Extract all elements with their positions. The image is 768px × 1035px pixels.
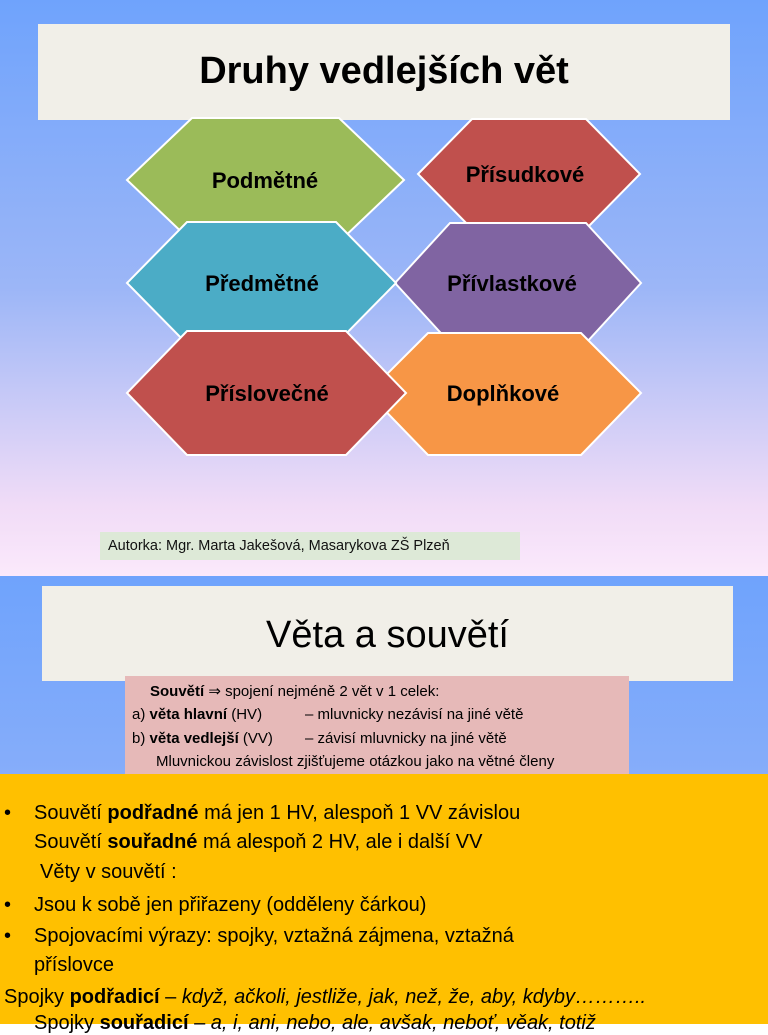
hexagon-predmetne [127,222,396,344]
hexagon-prislovecne [127,331,406,455]
body-line: Spojky souřadicí – a, i, ani, nebo, ale, avšak, neboť, věak, totiž [34,1012,596,1034]
definition-line: Souvětí ⇒ spojení nejméně 2 vět v 1 celek: [150,683,440,700]
hexagon-label: Přísudkové [465,162,585,187]
hexagon-prisudkove [418,119,640,229]
term-veta-hlavni: věta hlavní [149,706,228,723]
hexagon-privlastkove [395,223,641,343]
hexagon-label: Podmětné [211,168,319,193]
definition-line: a) věta hlavní (HV) [132,706,263,723]
hexagon-doplnkove [368,333,641,455]
author-credit: Autorka: Mgr. Marta Jakešová, Masarykova ZŠ Plzeň [108,538,450,554]
definition-note: Mluvnickou závislost zjišťujeme otázkou jako na větné členy [156,753,555,770]
definition-text: – závisí mluvnicky na jiné větě [305,730,507,747]
definition-text: – mluvnicky nezávisí na jiné větě [305,706,524,723]
bullet-icon: • [4,802,12,824]
bullet-icon: • [4,894,12,916]
slide-header-area [0,576,768,774]
body-line: příslovce [34,954,115,976]
body-line: Souvětí souřadné má alespoň 2 HV, ale i další VV [34,831,483,853]
author-box [100,532,520,560]
hexagon-label: Příslovečné [205,381,329,406]
slide-title: Druhy vedlejších vět [199,50,569,92]
body-line: Věty v souvětí : [40,861,177,883]
slide-title: Věta a souvětí [266,614,509,656]
term-veta-vedlejsi: věta vedlejší [149,730,239,747]
hexagon-label: Přívlastkové [447,271,577,296]
slide-body: • Souvětí podřadné má jen 1 HV, alespoň 1 VV závislou Souvětí souřadné má alespoň 2 HV, ale i další VV Věty v souvětí : • Jsou k sobě jen přiřazeny (odděleny čárkou) • Spojovacími výrazy: spojky, vztažná zájmena, vztažná příslovce Spojky podřadicí – když, ačkoli, jestliže, jak, než, že, aby, kdyby……….. Spojky souřadicí – a, i, ani, nebo, ale, avšak, neboť, věak, totiž [0,774,768,1024]
body-line: Spojky podřadicí – když, ačkoli, jestliže, jak, než, že, aby, kdyby……….. [4,986,647,1008]
bullet-icon: • [4,925,12,947]
term-souveti: Souvětí [150,683,205,700]
hexagon-label: Předmětné [205,271,319,296]
slide-title-box [42,586,733,681]
definition-box [125,676,629,774]
hexagon-label: Doplňkové [446,381,560,406]
definition-line: b) věta vedlejší (VV) [132,730,273,747]
slide-veta-a-souveti [0,576,768,1034]
